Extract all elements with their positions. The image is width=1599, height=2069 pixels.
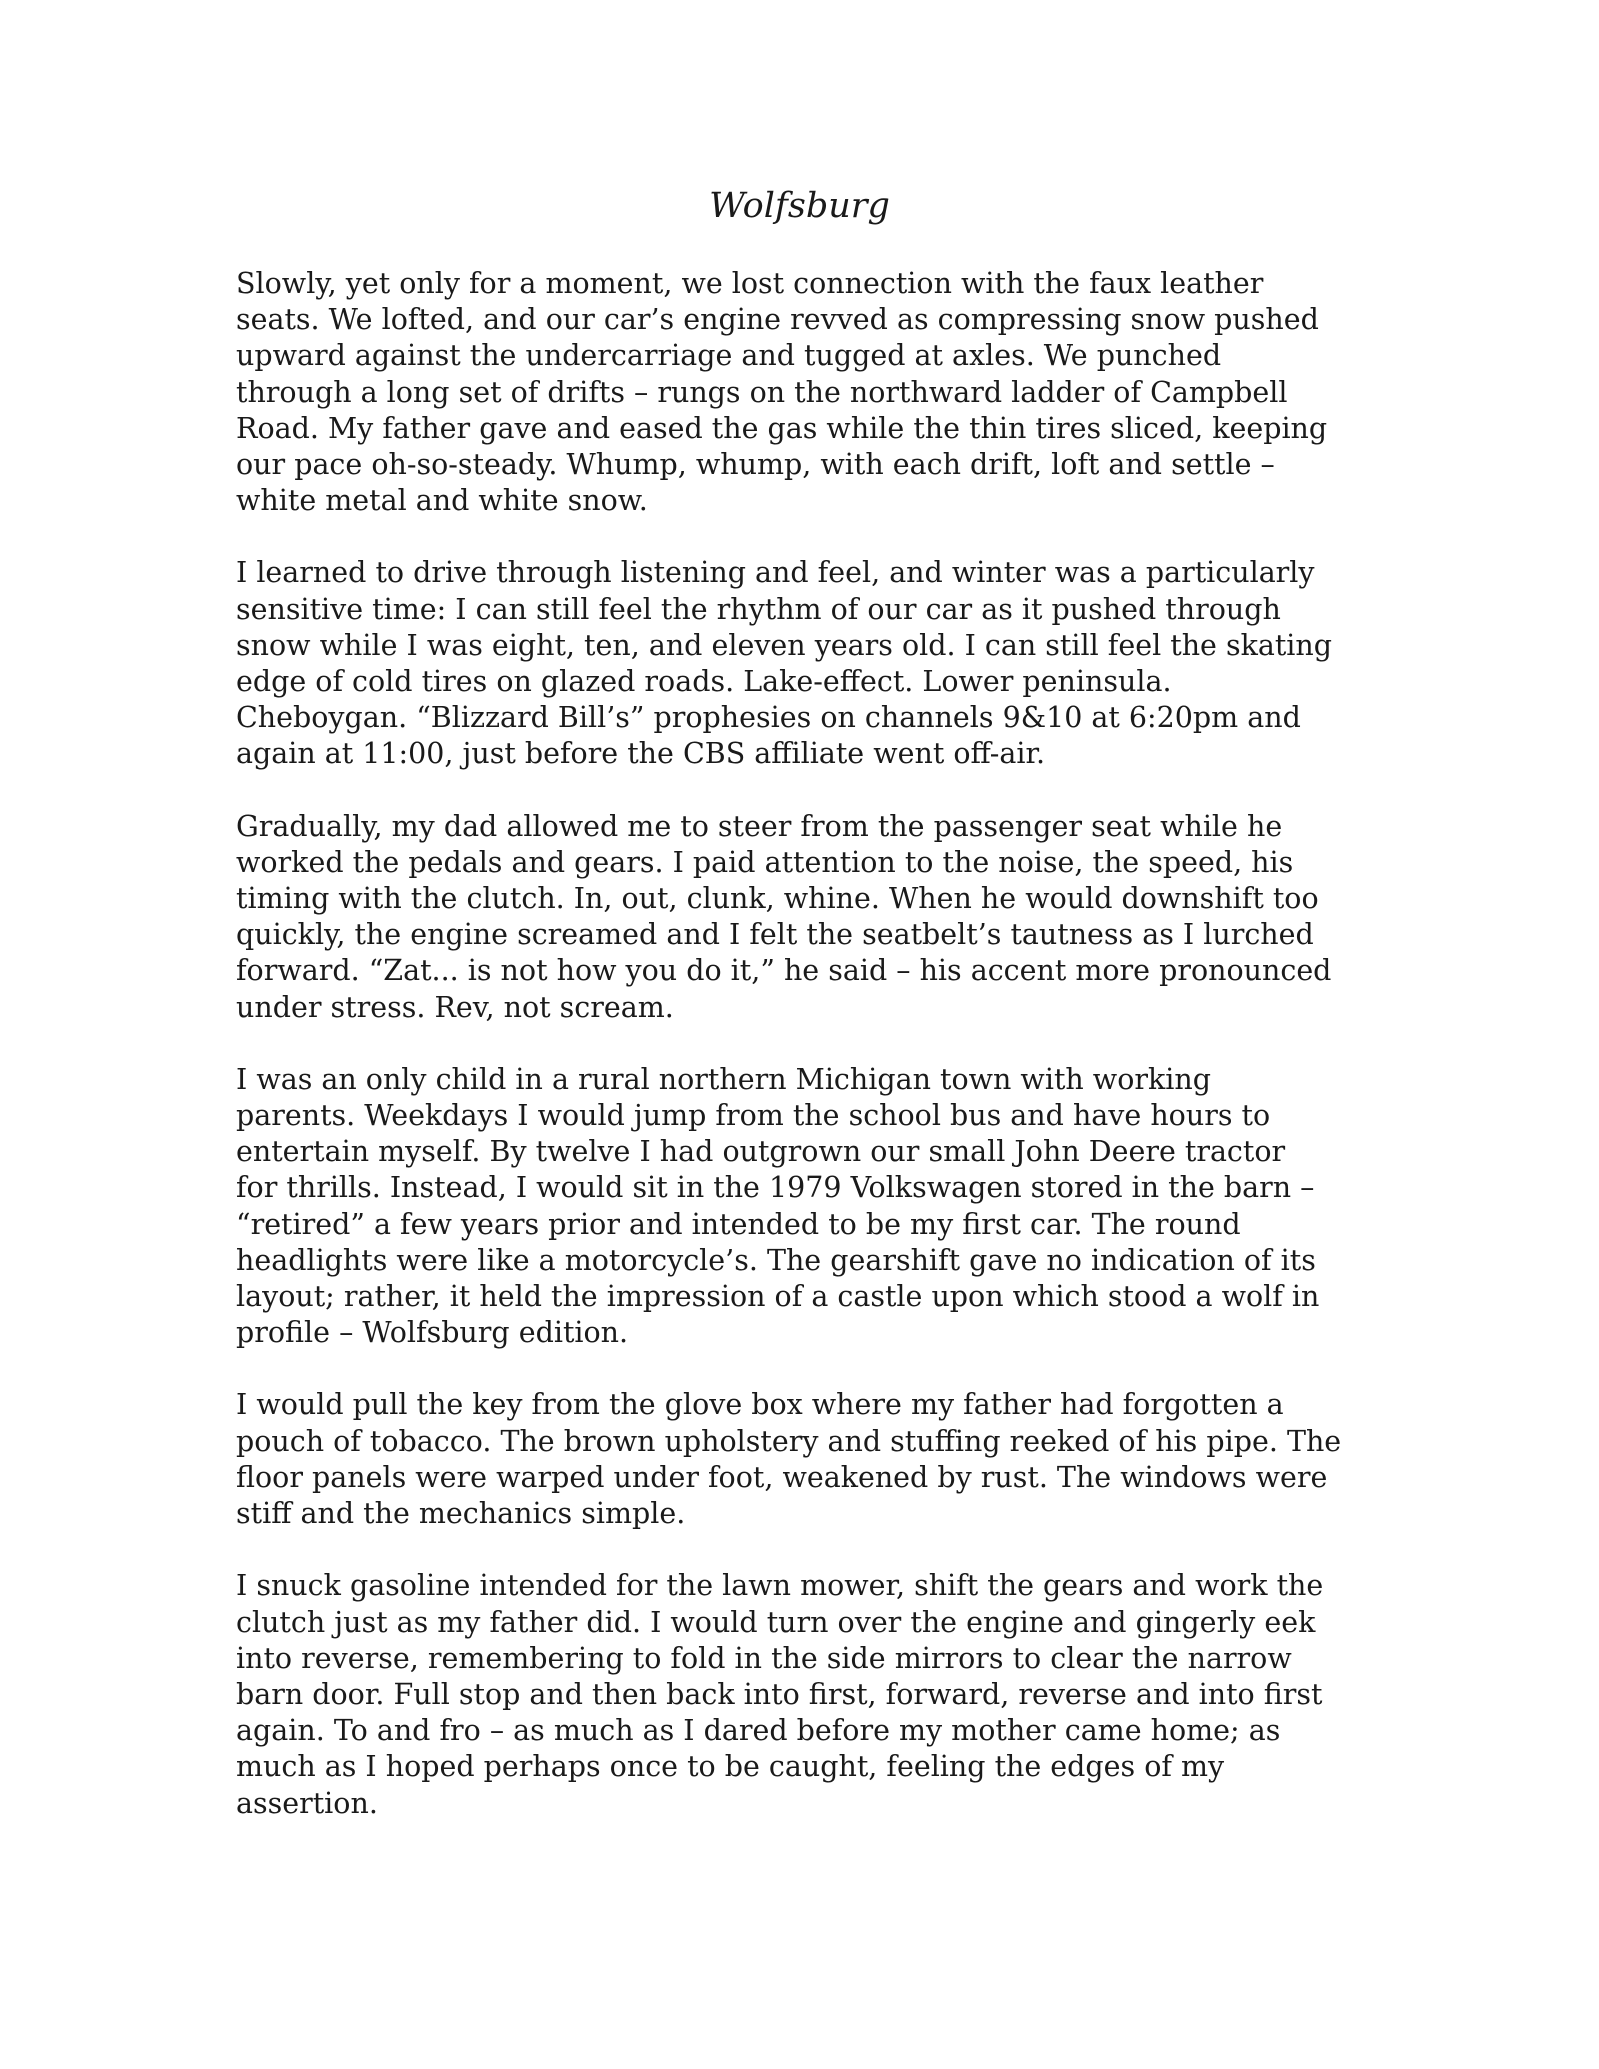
paragraph-4 bbox=[236, 1062, 1376, 1352]
text-line: stiff and the mechanics simple. bbox=[236, 1497, 686, 1531]
text-line: quickly, the engine screamed and I felt the seatbelt’s tautness as I lurched bbox=[236, 918, 1314, 952]
text-line: layout; rather, it held the impression of a castle upon which stood a wolf in bbox=[236, 1280, 1320, 1314]
text-line: for thrills. Instead, I would sit in the 1979 Volkswagen stored in the barn – bbox=[236, 1171, 1315, 1205]
text-line: edge of cold tires on glazed roads. Lake-effect. Lower peninsula. bbox=[236, 665, 1172, 699]
text-line: Road. My father gave and eased the gas while the thin tires sliced, keeping bbox=[236, 411, 1328, 445]
text-line: through a long set of drifts – rungs on the northward ladder of Campbell bbox=[236, 375, 1288, 409]
text-line: “retired” a few years prior and intended to be my first car. The round bbox=[236, 1207, 1241, 1241]
text-line: into reverse, remembering to fold in the side mirrors to clear the narrow bbox=[236, 1641, 1292, 1675]
text-line: I snuck gasoline intended for the lawn mower, shift the gears and work the bbox=[236, 1569, 1324, 1603]
text-line: I would pull the key from the glove box where my father had forgotten a bbox=[236, 1388, 1284, 1422]
text-line: I learned to drive through listening and feel, and winter was a particularly bbox=[236, 556, 1315, 590]
text-line: white metal and white snow. bbox=[236, 484, 648, 518]
text-line: timing with the clutch. In, out, clunk, whine. When he would downshift too bbox=[236, 882, 1319, 916]
text-line: pouch of tobacco. The brown upholstery and stuffing reeked of his pipe. The bbox=[236, 1424, 1342, 1458]
text-line: much as I hoped perhaps once to be caught, feeling the edges of my bbox=[236, 1750, 1225, 1784]
text-line: headlights were like a motorcycle’s. The gearshift gave no indication of its bbox=[236, 1243, 1316, 1277]
text-line: Slowly, yet only for a moment, we lost connection with the faux leather bbox=[236, 267, 1264, 300]
text-line: clutch just as my father did. I would turn over the engine and gingerly eek bbox=[236, 1605, 1316, 1639]
paragraph-2 bbox=[236, 555, 1376, 772]
text-line: worked the pedals and gears. I paid attention to the noise, the speed, his bbox=[236, 845, 1294, 879]
text-line: seats. We lofted, and our car’s engine revved as compressing snow pushed bbox=[236, 303, 1319, 337]
paragraph-5 bbox=[236, 1387, 1376, 1532]
text-line: entertain myself. By twelve I had outgrown our small John Deere tractor bbox=[236, 1135, 1286, 1169]
text-line: barn door. Full stop and then back into first, forward, reverse and into first bbox=[236, 1677, 1323, 1711]
text-line: Gradually, my dad allowed me to steer from the passenger seat while he bbox=[236, 809, 1283, 843]
paragraph-3 bbox=[236, 809, 1376, 1026]
text-line: snow while I was eight, ten, and eleven years old. I can still feel the skating bbox=[236, 628, 1333, 662]
paragraph-6 bbox=[236, 1568, 1376, 1821]
text-line: under stress. Rev, not scream. bbox=[236, 990, 674, 1024]
text-line: again. To and fro – as much as I dared before my mother came home; as bbox=[236, 1714, 1281, 1748]
text-line: upward against the undercarriage and tugged at axles. We punched bbox=[236, 339, 1222, 373]
text-line: assertion. bbox=[236, 1786, 378, 1820]
document-body bbox=[236, 266, 1376, 1858]
text-line: sensitive time: I can still feel the rhythm of our car as it pushed through bbox=[236, 592, 1281, 626]
text-line: floor panels were warped under foot, weakened by rust. The windows were bbox=[236, 1460, 1328, 1494]
text-line: our pace oh-so-steady. Whump, whump, with each drift, loft and settle – bbox=[236, 448, 1275, 482]
text-line: profile – Wolfsburg edition. bbox=[236, 1316, 629, 1350]
paragraph-1 bbox=[236, 266, 1376, 519]
text-line: parents. Weekdays I would jump from the school bus and have hours to bbox=[236, 1099, 1271, 1133]
text-line: I was an only child in a rural northern Michigan town with working bbox=[236, 1062, 1211, 1096]
text-line: again at 11:00, just before the CBS affiliate went off-air. bbox=[236, 737, 1046, 771]
document-title: Wolfsburg bbox=[709, 186, 890, 226]
text-line: Cheboygan. “Blizzard Bill’s” prophesies on channels 9&10 at 6:20pm and bbox=[236, 701, 1301, 735]
text-line: forward. “Zat... is not how you do it,” he said – his accent more pronounced bbox=[236, 954, 1332, 988]
